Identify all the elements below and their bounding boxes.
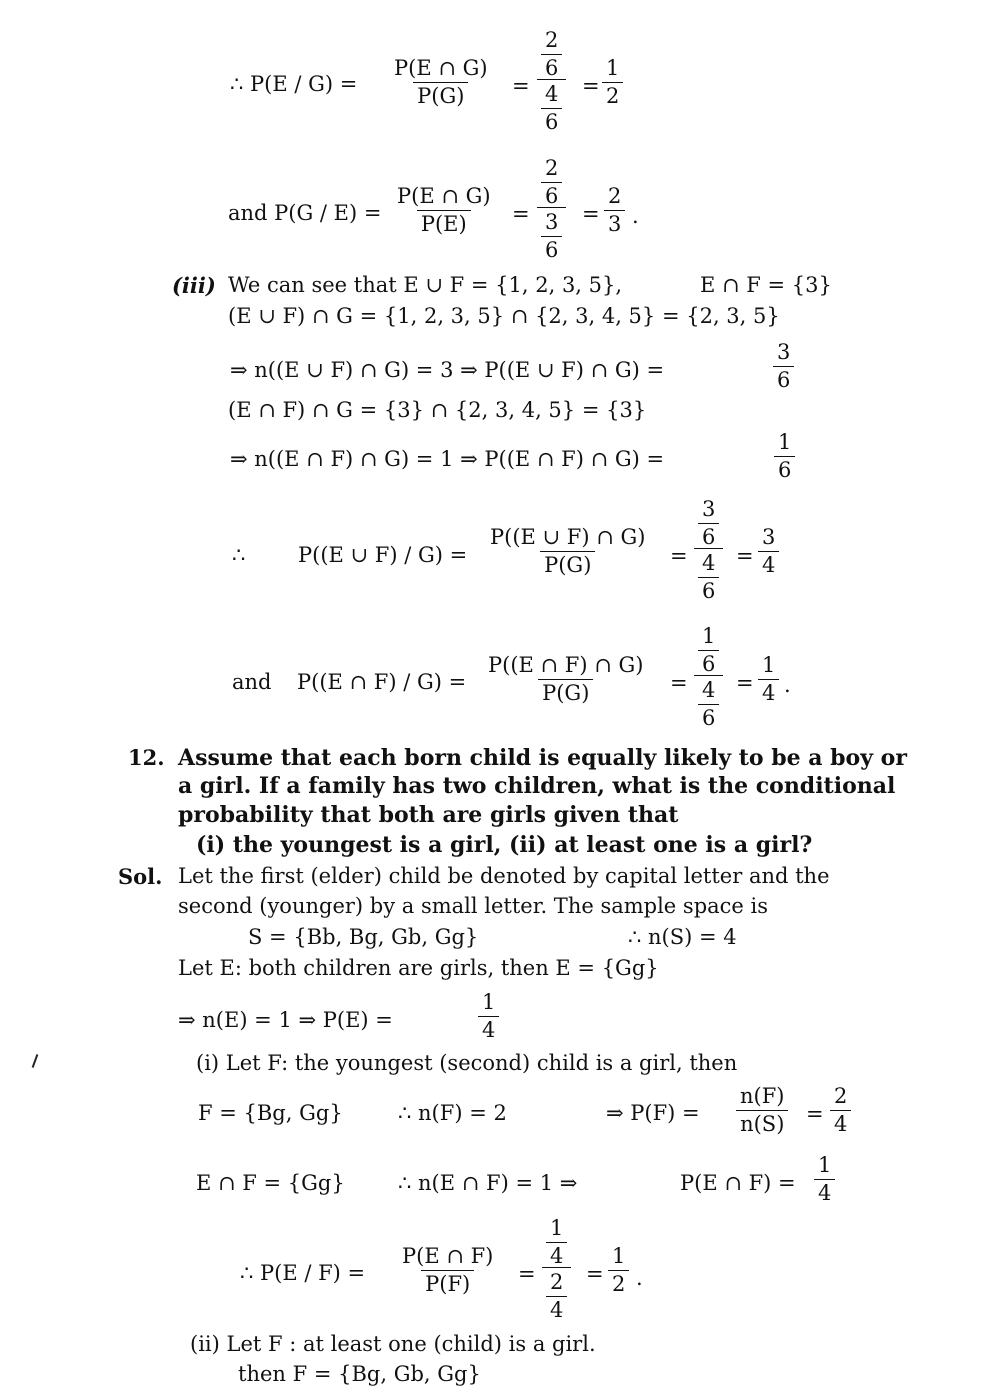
pef-lhs: P(E ∩ F) = <box>680 1171 796 1195</box>
cond-intersection-compound-fraction: $\frac{\frac{1}{6}}{\frac{4}{6}}$ <box>694 626 723 729</box>
part-iii-intersection-set: E ∩ F = {3} <box>700 273 832 297</box>
part-iii-line3: ⇒ n((E ∪ F) ∩ G) = 3 ⇒ P((E ∪ F) ∩ G) = <box>230 358 665 382</box>
pf-lhs: ⇒ P(F) = <box>606 1101 700 1125</box>
cond-ef-result: $\frac{1}{2}$ <box>608 1246 629 1295</box>
part-iii-line3-fraction: $\frac{3}{6}$ <box>773 342 794 391</box>
cond-ef-lhs: ∴ P(E / F) = <box>240 1261 366 1285</box>
cond-ef-compound-fraction: $\frac{\frac{1}{4}}{\frac{2}{4}}$ <box>542 1218 571 1321</box>
part-iii-line5-fraction: $\frac{1}{6}$ <box>774 432 795 481</box>
part-iii-union-set: We can see that E ∪ F = {1, 2, 3, 5}, <box>228 273 623 297</box>
pf-fraction: $\frac{n(F)}{n(S)}$ <box>736 1086 788 1135</box>
question-line-1: Assume that each born child is equally likely to be a boy or <box>178 745 907 771</box>
margin-mark <box>32 1054 39 1068</box>
equals-sign: = <box>512 74 530 98</box>
part-iii-line5: ⇒ n((E ∩ F) ∩ G) = 1 ⇒ P((E ∩ F) ∩ G) = <box>230 447 665 471</box>
cond-ge-fraction: $\frac{P(E \cap G)}{P(E)}$ <box>397 184 491 236</box>
sample-space-size: ∴ n(S) = 4 <box>628 925 737 949</box>
solution-line-1: Let the first (elder) child be denoted by capital letter and the <box>178 864 830 888</box>
equals-sign: = <box>582 202 600 226</box>
equals-sign: = <box>512 202 530 226</box>
equals-sign: = <box>806 1102 824 1126</box>
and-label: and <box>232 670 272 694</box>
cond-ge-result: $\frac{2}{3}$ <box>604 186 625 235</box>
event-ef-set: E ∩ F = {Gg} <box>196 1171 345 1195</box>
period: . <box>632 204 639 228</box>
equals-sign: = <box>736 544 754 568</box>
cond-union-fraction: $\frac{P((E \cup F) \cap G)}{P(G)}$ <box>490 525 646 577</box>
period: . <box>784 673 791 697</box>
part-iii-label: (iii) <box>172 273 216 298</box>
cond-ge-compound-fraction: $\frac{\frac{2}{6}}{\frac{3}{6}}$ <box>537 158 566 261</box>
event-e-probability: ⇒ n(E) = 1 ⇒ P(E) = <box>178 1008 393 1032</box>
part-ii-intro: (ii) Let F : at least one (child) is a girl. <box>190 1332 596 1356</box>
part-ii-set: then F = {Bg, Gb, Gg} <box>238 1362 481 1386</box>
solution-label: Sol. <box>118 864 163 889</box>
equals-sign: = <box>670 544 688 568</box>
cond-eg-lhs: ∴ P(E / G) = <box>230 72 358 96</box>
pf-result: $\frac{2}{4}$ <box>830 1086 851 1135</box>
sample-space: S = {Bb, Bg, Gb, Gg} <box>248 925 479 949</box>
cond-eg-fraction: $\frac{P(E \cap G)}{P(G)}$ <box>394 56 488 108</box>
cond-union-lhs: P((E ∪ F) / G) = <box>298 543 468 567</box>
event-f-set: F = {Bg, Gg} <box>198 1101 343 1125</box>
part-iii-line2: (E ∪ F) ∩ G = {1, 2, 3, 5} ∩ {2, 3, 4, 5} = {2, 3, 5} <box>228 304 780 328</box>
equals-sign: = <box>518 1262 536 1286</box>
event-e-definition: Let E: both children are girls, then E = {Gg} <box>178 956 659 980</box>
cond-ge-lhs: and P(G / E) = <box>228 201 382 225</box>
part-iii-line4: (E ∩ F) ∩ G = {3} ∩ {2, 3, 4, 5} = {3} <box>228 398 647 422</box>
pe-fraction: $\frac{1}{4}$ <box>478 992 499 1041</box>
cond-ef-fraction: $\frac{P(E \cap F)}{P(F)}$ <box>402 1244 494 1296</box>
equals-sign: = <box>586 1262 604 1286</box>
equals-sign: = <box>582 74 600 98</box>
cond-intersection-fraction: $\frac{P((E \cap F) \cap G)}{P(G)}$ <box>488 653 644 705</box>
pef-fraction: $\frac{1}{4}$ <box>814 1155 835 1204</box>
question-line-4: (i) the youngest is a girl, (ii) at least one is a girl? <box>196 832 813 858</box>
cond-eg-compound-fraction: $\frac{\frac{2}{6}}{\frac{4}{6}}$ <box>537 30 566 133</box>
cond-union-compound-fraction: $\frac{\frac{3}{6}}{\frac{4}{6}}$ <box>694 499 723 602</box>
cond-eg-result: $\frac{1}{2}$ <box>602 58 623 107</box>
cond-intersection-lhs: P((E ∩ F) / G) = <box>297 670 467 694</box>
cond-intersection-result: $\frac{1}{4}$ <box>758 655 779 704</box>
solution-line-2: second (younger) by a small letter. The sample space is <box>178 894 769 918</box>
cond-union-result: $\frac{3}{4}$ <box>758 527 779 576</box>
question-number: 12. <box>128 745 165 770</box>
part-i-intro: (i) Let F: the youngest (second) child is a girl, then <box>196 1051 738 1075</box>
equals-sign: = <box>736 671 754 695</box>
period: . <box>636 1266 643 1290</box>
question-line-3: probability that both are girls given that <box>178 802 679 828</box>
therefore-symbol: ∴ <box>232 543 246 567</box>
event-f-size: ∴ n(F) = 2 <box>398 1101 507 1125</box>
event-ef-size: ∴ n(E ∩ F) = 1 ⇒ <box>398 1171 578 1195</box>
question-line-2: a girl. If a family has two children, what is the conditional <box>178 773 896 799</box>
equals-sign: = <box>670 671 688 695</box>
